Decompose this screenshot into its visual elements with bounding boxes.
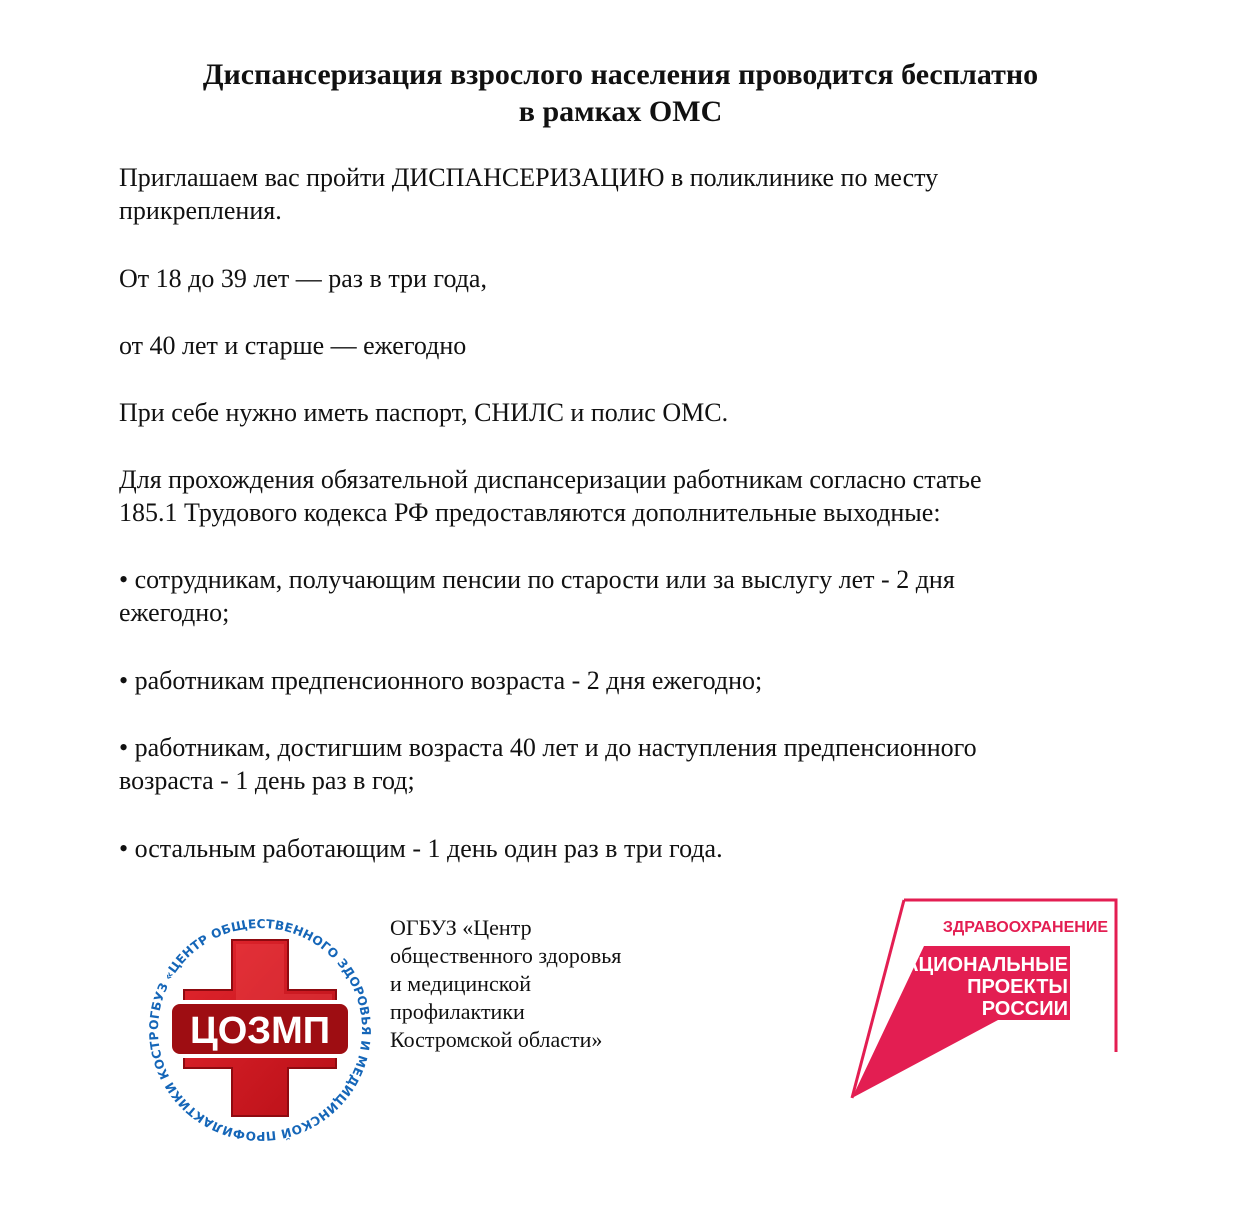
bullet-over-40-line-1: • работникам, достигшим возраста 40 лет и до наступления предпенсионного [119, 733, 977, 762]
national-projects-logo-icon [848, 896, 1120, 1102]
labor-code-paragraph [119, 463, 1129, 529]
labor-code-line-1: Для прохождения обязательной диспансеризации работникам согласно статье [119, 465, 982, 494]
logo-line-2: ПРОЕКТЫ [967, 976, 1068, 998]
page-title [0, 56, 1241, 130]
bullet-other-workers [119, 832, 1129, 865]
bullet-pensioners-line-2: ежегодно; [119, 598, 230, 627]
bullet-pensioners-line-1: • сотрудникам, получающим пенсии по старости или за выслугу лет - 2 дня [119, 565, 955, 594]
red-cross-seal-icon [140, 910, 380, 1150]
bullet-over-40-line-2: возраста - 1 день раз в год; [119, 766, 415, 795]
intro-paragraph [119, 161, 1129, 227]
org-line-4: профилактики [390, 999, 525, 1024]
org-line-1: ОГБУЗ «Центр [390, 915, 532, 940]
organization-name [390, 914, 690, 1054]
bullet-pensioners [119, 563, 1129, 629]
bullet-pre-pension [119, 664, 1129, 697]
org-line-5: Костромской области» [390, 1027, 603, 1052]
org-line-3: и медицинской [390, 971, 532, 996]
age-rule-older: от 40 лет и старше — ежегодно [119, 331, 467, 360]
age-rule-young: От 18 до 39 лет — раз в три года, [119, 264, 487, 293]
intro-line-2: прикрепления. [119, 196, 282, 225]
logo-top-label: ЗДРАВООХРАНЕНИЕ [942, 919, 1108, 936]
labor-code-line-2: 185.1 Трудового кодекса РФ предоставляются дополнительные выходные: [119, 498, 941, 527]
seal-center-text: ЦОЗМП [189, 1010, 331, 1052]
cozmp-logo [140, 910, 380, 1150]
page-title-line-2: в рамках ОМС [518, 95, 723, 128]
bullet-over-40 [119, 731, 1129, 797]
bullet-pre-pension-line-1: • работникам предпенсионного возраста - 2 дня ежегодно; [119, 666, 763, 695]
documents-paragraph: При себе нужно иметь паспорт, СНИЛС и полис ОМС. [119, 398, 729, 427]
page-title-line-1: Диспансеризация взрослого населения проводится бесплатно [202, 58, 1039, 91]
intro-line-1: Приглашаем вас пройти ДИСПАНСЕРИЗАЦИЮ в поликлинике по месту [119, 163, 939, 192]
logo-line-1: НАЦИОНАЛЬНЫЕ [889, 954, 1068, 976]
national-projects-logo [848, 896, 1120, 1102]
seal-ring-text-path: ОГБУЗ «ЦЕНТР ОБЩЕСТВЕННОГО ЗДОРОВЬЯ И МЕДИЦИНСКОЙ ПРОФИЛАКТИКИ КОСТР [146, 916, 374, 1144]
bullet-other-workers-line-1: • остальным работающим - 1 день один раз в три года. [119, 834, 723, 863]
logo-line-3: РОССИИ [981, 998, 1068, 1020]
org-line-2: общественного здоровья [390, 943, 622, 968]
